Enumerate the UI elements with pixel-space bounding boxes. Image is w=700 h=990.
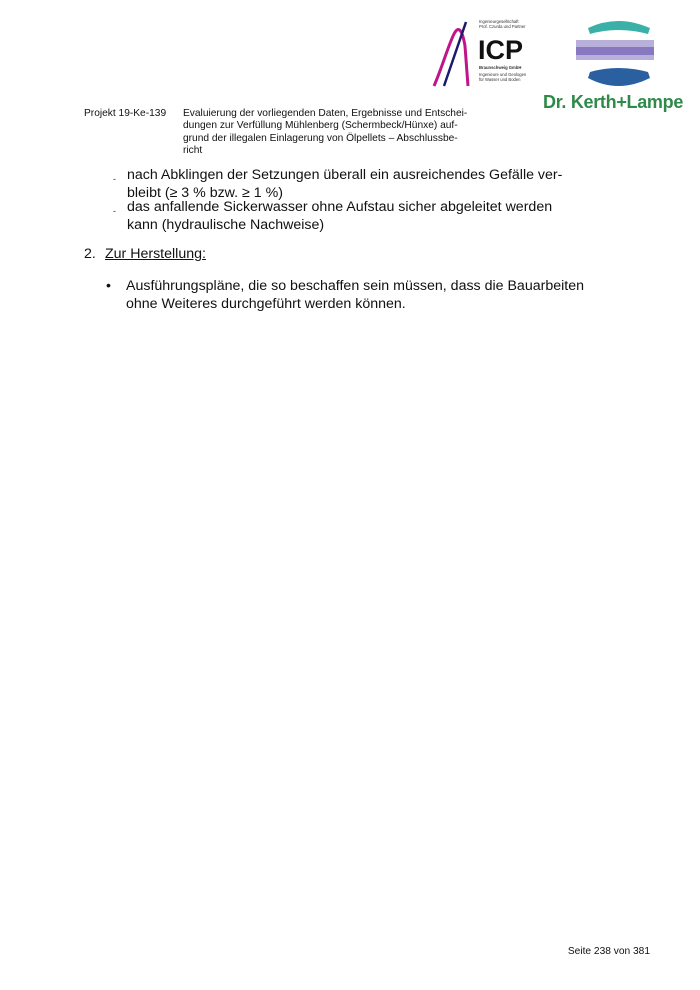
icp-subname: Braunschweig GmbH <box>479 65 522 70</box>
list-item-line: das anfallende Sickerwasser ohne Aufstau sicher abgeleitet werden <box>127 199 553 215</box>
dash-marker: - <box>113 174 116 184</box>
list-item <box>127 167 562 202</box>
project-title <box>183 108 483 158</box>
icp-desc-1: Ingenieure und Geologen <box>479 72 527 77</box>
bullet-marker: • <box>106 278 111 294</box>
list-item-line: nach Abklingen der Setzungen überall ein ausreichendes Gefälle ver- <box>127 167 563 183</box>
icp-desc-2: für Wasser und Boden <box>479 77 521 82</box>
icp-logo-name: ICP <box>478 35 524 65</box>
icp-tagline-2: Prof. Czurda und Partner <box>479 24 526 29</box>
project-title-line: Evaluierung der vorliegenden Daten, Ergebnisse und Entschei- <box>183 108 468 119</box>
icp-tagline-1: Ingenieurgesellschaft <box>479 19 519 24</box>
kerth-lampe-logo-name: Dr. Kerth+Lampe <box>543 92 684 112</box>
kerth-lampe-logo-mark <box>540 14 688 94</box>
list-item-line: kann (hydraulische Nachweise) <box>127 216 325 233</box>
section-number: 2. <box>84 246 96 262</box>
project-title-line: dungen zur Verfüllung Mühlenberg (Schermbeck/Hünxe) auf- <box>183 120 458 132</box>
project-title-line: richt <box>183 145 203 157</box>
project-label: Projekt 19-Ke-139 <box>84 108 167 119</box>
section-heading: Zur Herstellung: <box>105 246 206 262</box>
list-item-line: ohne Weiteres durchgeführt werden können. <box>126 295 406 312</box>
list-item <box>126 278 584 313</box>
page-number: Seite 238 von 381 <box>567 946 650 957</box>
list-item-line: Ausführungspläne, die so beschaffen sein müssen, dass die Bauarbeiten <box>126 278 584 294</box>
list-item-line: bleibt (≥ 3 % bzw. ≥ 1 %) <box>127 184 283 201</box>
dash-marker: - <box>113 206 116 216</box>
project-title-line: grund der illegalen Einlagerung von Ölpellets – Abschlussbe- <box>183 132 458 144</box>
list-item <box>127 199 552 234</box>
